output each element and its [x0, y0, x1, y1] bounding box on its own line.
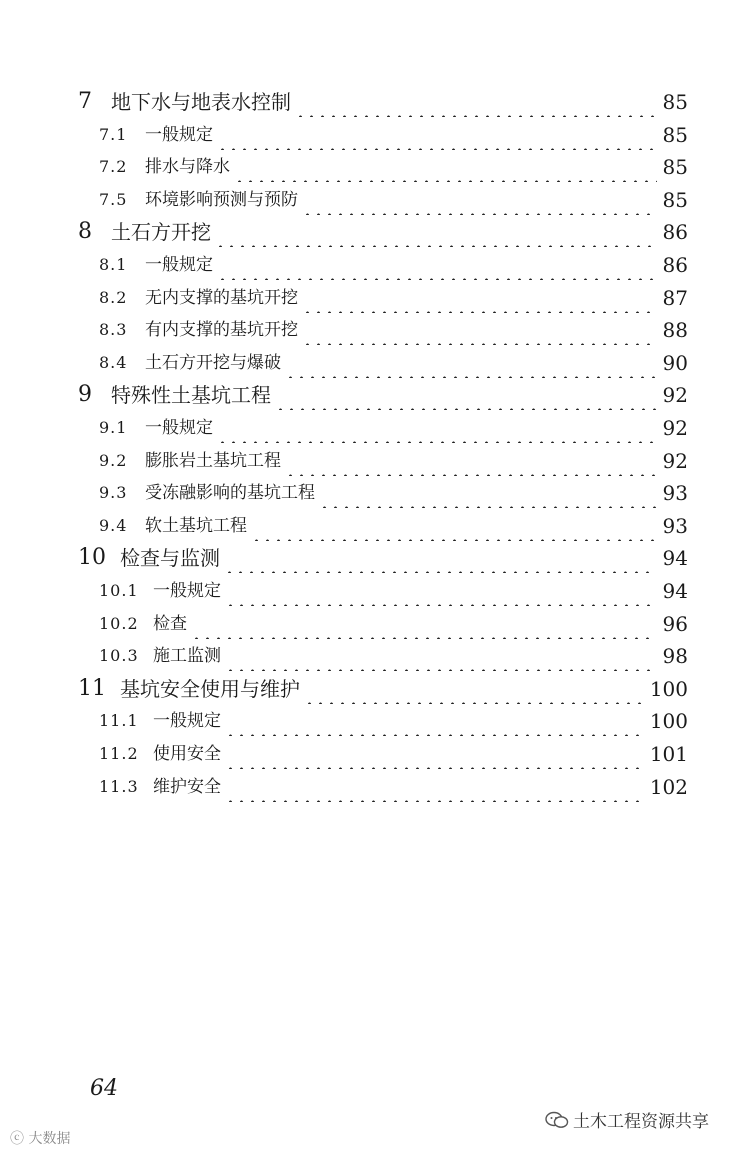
toc-entry-title: 特殊性土基坑工程 [111, 380, 275, 410]
toc-leader-dots [225, 576, 657, 606]
toc-entry-number: 11.3 [99, 776, 139, 796]
toc-entry-title: 一般规定 [145, 250, 217, 280]
toc-leader-dots [302, 185, 657, 215]
toc-entry-page: 98 [657, 641, 688, 671]
toc-entry-title: 一般规定 [153, 576, 225, 606]
toc-entry-number: 7.5 [99, 189, 128, 209]
toc-chapter-row [0, 217, 750, 247]
toc-section-row [0, 283, 750, 313]
toc-entry-title: 排水与降水 [145, 152, 234, 182]
toc-entry-title: 软土基坑工程 [145, 511, 251, 541]
toc-section-row [0, 315, 750, 345]
toc-section-row [0, 609, 750, 639]
toc-leader-dots [302, 283, 657, 313]
toc-entry-title: 环境影响预测与预防 [145, 185, 302, 215]
toc-section-row [0, 152, 750, 182]
toc-entry-title: 地下水与地表水控制 [111, 87, 295, 117]
toc-leader-dots [225, 641, 657, 671]
toc-entry-number: 9.2 [99, 450, 128, 470]
toc-leader-dots [319, 478, 657, 508]
toc-entry-number: 8.3 [99, 320, 128, 340]
watermark [545, 1107, 709, 1132]
toc-leader-dots [215, 217, 657, 247]
toc-entry-page: 92 [657, 446, 688, 476]
toc-entry-number: 9.1 [99, 418, 128, 437]
toc-section-row [0, 250, 750, 280]
toc-entry-page: 100 [644, 706, 688, 736]
toc-chapter-row [0, 543, 750, 573]
toc-entry-page: 93 [657, 478, 688, 508]
toc-chapter-row [0, 87, 750, 117]
toc-entry-page: 93 [657, 511, 688, 541]
toc-entry-page: 92 [657, 380, 688, 410]
toc-entry-number: 10.3 [99, 646, 139, 666]
toc-entry-title: 施工监测 [153, 641, 225, 671]
toc-section-row [0, 739, 750, 769]
toc-entry-number: 8.2 [99, 287, 128, 307]
toc-leader-dots [217, 250, 657, 280]
toc-entry-page: 87 [657, 283, 688, 313]
toc-entry-title: 使用安全 [153, 739, 225, 769]
toc-chapter-row [0, 674, 750, 704]
toc-entry-number: 7.2 [99, 157, 128, 177]
toc-entry-page: 90 [657, 348, 688, 378]
toc-leader-dots [191, 609, 657, 639]
toc-entry-number: 8.1 [99, 255, 128, 274]
toc-section-row [0, 446, 750, 476]
toc-section-row [0, 348, 750, 378]
toc-section-row [0, 511, 750, 541]
toc-entry-page: 94 [657, 576, 688, 606]
toc-entry-page: 101 [644, 739, 688, 769]
toc-entry-number: 7.1 [99, 124, 128, 144]
toc-leader-dots [275, 380, 657, 410]
toc-entry-page: 92 [657, 413, 688, 443]
toc-entry-page: 102 [644, 772, 688, 802]
toc-leader-dots [234, 152, 657, 182]
toc-chapter-row [0, 380, 750, 410]
toc-entry-title: 土石方开挖 [111, 217, 215, 247]
toc-entry-title: 检查与监测 [120, 543, 224, 573]
toc-entry-title: 检查 [153, 609, 191, 639]
toc-section-row [0, 576, 750, 606]
watermark-text: 土木工程资源共享 [573, 1112, 709, 1132]
toc-entry-number: 10.1 [99, 581, 139, 600]
toc-entry-page: 88 [657, 315, 688, 345]
toc-entry-number: 11 [78, 675, 106, 701]
toc-entry-page: 94 [657, 543, 688, 573]
toc-section-row [0, 478, 750, 508]
toc-entry-page: 85 [657, 120, 688, 150]
toc-entry-title: 维护安全 [153, 772, 225, 802]
toc-entry-title: 无内支撑的基坑开挖 [145, 283, 302, 313]
toc-section-row [0, 413, 750, 443]
toc-leader-dots [225, 772, 644, 802]
toc-entry-number: 9.4 [99, 515, 128, 535]
toc-section-row [0, 706, 750, 736]
toc-entry-page: 100 [644, 674, 688, 704]
page-number: 64 [90, 1076, 118, 1101]
toc-entry-title: 有内支撑的基坑开挖 [145, 315, 302, 345]
toc-entry-title: 一般规定 [145, 413, 217, 443]
toc-section-row [0, 185, 750, 215]
toc-leader-dots [225, 739, 644, 769]
toc-leader-dots [217, 120, 657, 150]
toc-entry-title: 膨胀岩土基坑工程 [145, 446, 285, 476]
toc-entry-page: 86 [657, 217, 688, 247]
stamp-text: ⓒ 大数据 [10, 1131, 71, 1147]
toc-entry-page: 85 [657, 87, 688, 117]
toc-entry-number: 11.1 [99, 711, 139, 731]
toc-entry-page: 85 [657, 152, 688, 182]
wechat-icon [545, 1111, 569, 1129]
toc-entry-title: 受冻融影响的基坑工程 [145, 478, 319, 508]
toc-section-row [0, 120, 750, 150]
toc-leader-dots [251, 511, 657, 541]
toc-leader-dots [217, 413, 657, 443]
toc-leader-dots [295, 87, 657, 117]
toc-leader-dots [304, 674, 644, 704]
toc-entry-number: 7 [78, 89, 92, 114]
toc-entry-number: 10 [78, 545, 106, 571]
toc-leader-dots [285, 348, 657, 378]
toc-entry-title: 基坑安全使用与维护 [120, 674, 304, 704]
toc-entry-title: 一般规定 [153, 706, 225, 736]
toc-entry-page: 86 [657, 250, 688, 280]
toc-entry-page: 96 [657, 609, 688, 639]
toc-entry-title: 土石方开挖与爆破 [145, 348, 285, 378]
toc-leader-dots [302, 315, 657, 345]
toc-entry-number: 10.2 [99, 613, 139, 633]
toc-entry-number: 8 [78, 219, 92, 245]
toc-entry-number: 11.2 [99, 744, 139, 763]
toc-entry-number: 9 [78, 382, 92, 408]
toc-section-row [0, 772, 750, 802]
toc-entry-number: 9.3 [99, 483, 128, 503]
toc-section-row [0, 641, 750, 671]
toc-leader-dots [285, 446, 657, 476]
toc-entry-page: 85 [657, 185, 688, 215]
toc-leader-dots [224, 543, 657, 573]
toc-entry-number: 8.4 [99, 352, 128, 372]
toc-entry-title: 一般规定 [145, 120, 217, 150]
toc-leader-dots [225, 706, 644, 736]
